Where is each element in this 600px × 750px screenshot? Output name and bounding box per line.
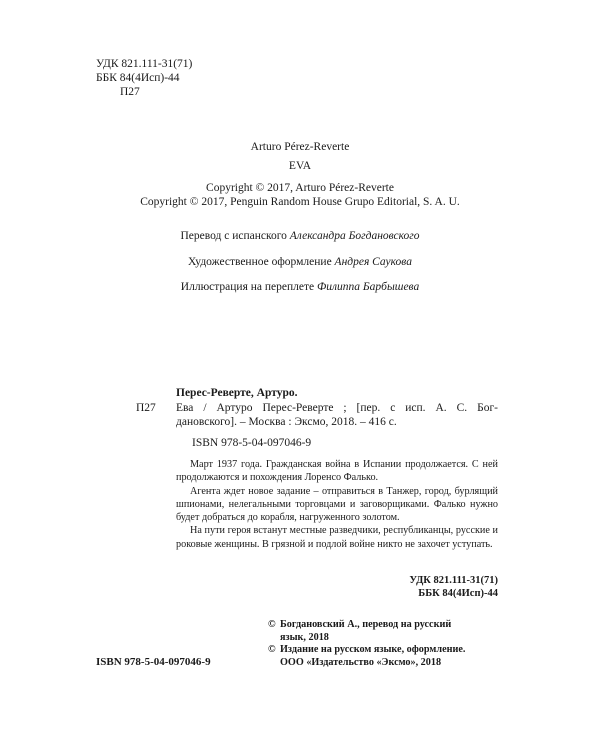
record-line-2: дановского]. – Москва : Эксмо, 2018. – 416 с. (176, 416, 397, 428)
copyright-translation (268, 619, 500, 632)
credit-label: Перевод с испанского (180, 230, 287, 242)
annotation-paragraph: На пути героя встанут местные разведчики, республиканцы, русские и роковые женщины. В грязной и подлой войне никто не захочет уступать. (176, 525, 498, 550)
credit-name: Андрея Саукова (334, 256, 412, 268)
copyright-indent (268, 657, 280, 670)
copyright-text: ООО «Издательство «Эксмо», 2018 (280, 656, 442, 668)
copyright-symbol: © (268, 644, 276, 656)
copyright-translation-cont (268, 632, 500, 645)
copyright-edition-cont (268, 657, 500, 670)
copyright-publisher: Copyright © 2017, Penguin Random House Grupo Editorial, S. A. U. (140, 196, 460, 208)
footer-isbn: ISBN 978-5-04-097046-9 (96, 656, 211, 668)
copyright-edition (268, 644, 500, 657)
credit-label: Художественное оформление (188, 256, 332, 268)
original-author: Arturo Pérez-Reverte (250, 141, 350, 153)
original-title: EVA (288, 160, 312, 172)
cutter-code: П27 (120, 86, 140, 98)
udk-code: УДК 821.111-31(71) (96, 58, 193, 70)
bottom-bbk: ББК 84(4Исп)-44 (418, 588, 498, 599)
copyright-indent (268, 632, 280, 645)
annotation-paragraph: Март 1937 года. Гражданская война в Испании продолжается. С ней продолжаются и похождения Лоренсо Фалько. (176, 459, 498, 484)
annotation-paragraph: Агента ждет новое задание – отправиться в Танжер, город, бурлящий шпионами, нелегальными торговцами и заговорщиками. Фалько нужно будет добраться до корабля, нагруженного золотом. (176, 485, 498, 524)
copyright-symbol: © (268, 619, 276, 630)
credit-design (0, 256, 600, 268)
annotation (176, 458, 498, 551)
copyright-author: Copyright © 2017, Arturo Pérez-Reverte (206, 182, 394, 194)
bottom-udk: УДК 821.111-31(71) (409, 575, 498, 586)
record-heading: Перес-Реверте, Артуро. (176, 387, 298, 399)
copyright-text: Издание на русском языке, оформление. (280, 644, 466, 656)
credit-name: Филиппа Барбышева (317, 281, 420, 293)
credit-translator (0, 230, 600, 242)
copyright-text: язык, 2018 (280, 631, 329, 643)
credit-label: Иллюстрация на переплете (180, 281, 315, 293)
credit-name: Александра Богдановского (289, 230, 420, 242)
record-isbn: ISBN 978-5-04-097046-9 (192, 437, 312, 449)
record-line-1: Ева / Артуро Перес-Реверте ; [пер. с исп. А. С. Бог- (176, 402, 498, 414)
bbk-code: ББК 84(4Исп)-44 (96, 72, 180, 84)
record-cutter: П27 (136, 402, 156, 414)
copyright-notices (268, 619, 500, 669)
credit-illustration (0, 281, 600, 293)
copyright-text: Богдановский А., перевод на русский (280, 619, 452, 630)
